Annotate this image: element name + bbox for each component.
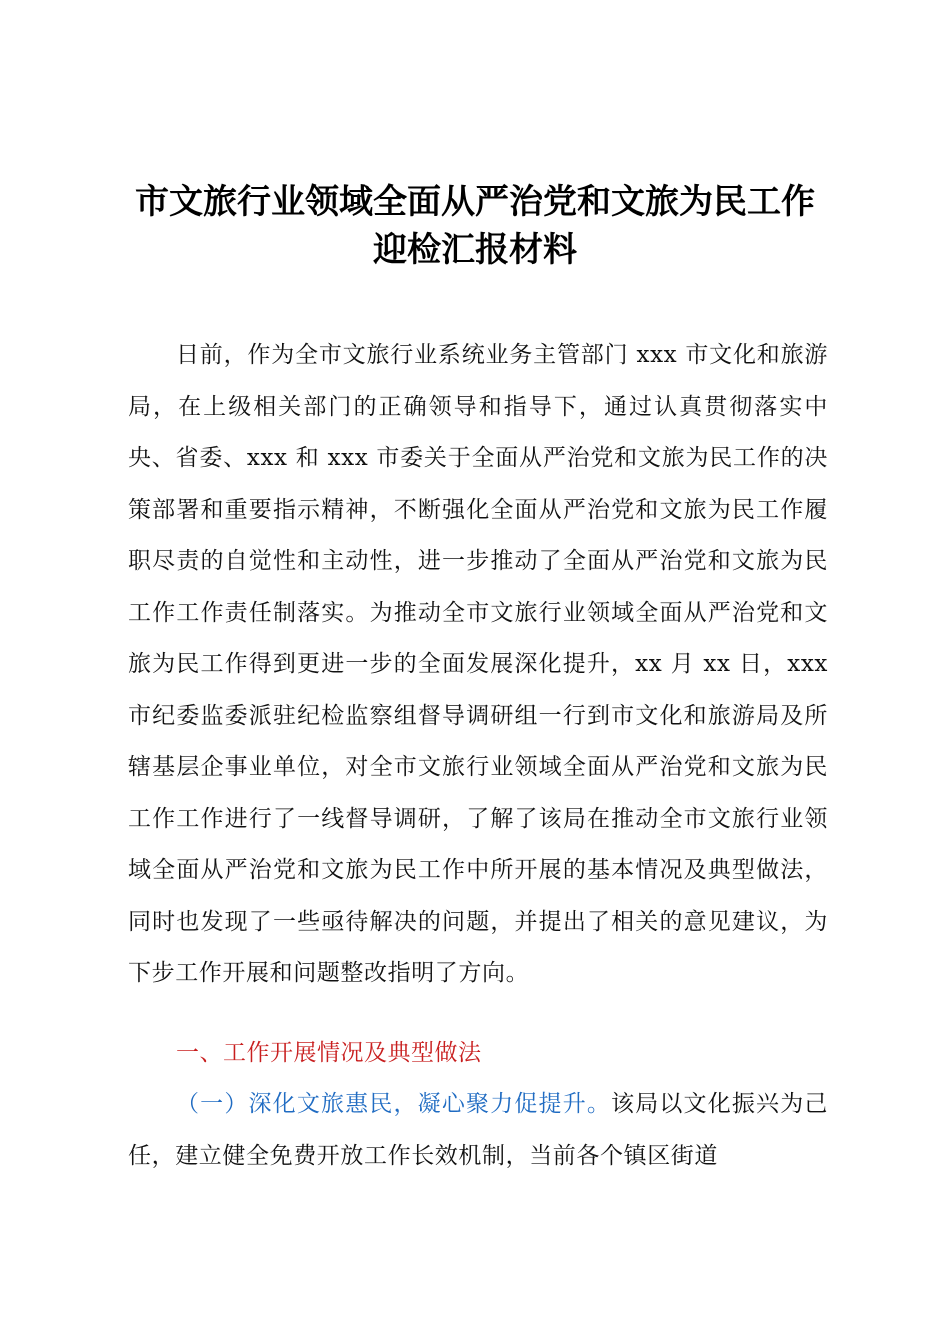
section-heading-1: 一、工作开展情况及典型做法 [176,1040,482,1066]
intro-paragraph: 日前，作为全市文旅行业系统业务主管部门 xxx 市文化和旅游局，在上级相关部门的正确领导和指导下，通过认真贯彻落实中央、省委、xxx 和 xxx 市委关于全面从严治党和文旅为民工作的决策部署和重要指示精神，不断强化全面从严治党和文旅为民工作履职尽责的自觉性和主动性，进一步推动了全面从严治党和文旅为民工作工作责任制落实。为推动全市文旅行业领域全面从严治党和文旅为民工作得到更进一步的全面发展深化提升，xx 月 xx 日，xxx 市纪委监委派驻纪检监察组督导调研组一行到市文化和旅游局及所辖基层企事业单位，对全市文旅行业领域全面从严治党和文旅为民工作工作进行了一线督导调研，了解了该局在推动全市文旅行业领域全面从严治党和文旅为民工作中所开展的基本情况及典型做法，同时也发现了一些亟待解决的问题，并提出了相关的意见建议，为下步工作开展和问题整改指明了方向。 [128,342,828,986]
document-title-line-1: 市文旅行业领域全面从严治党和文旅为民工作 [135,182,815,222]
subsection-heading-1: （一）深化文旅惠民，凝心聚力促提升。 [176,1091,612,1117]
subsection-text-1: 该局以文化振兴为己任，建立健全免费开放工作长效机制，当前各个镇区街道 [128,1091,828,1169]
subsection-paragraph-1 [128,1079,828,1182]
document-title-line-2: 迎检汇报材料 [373,230,577,270]
